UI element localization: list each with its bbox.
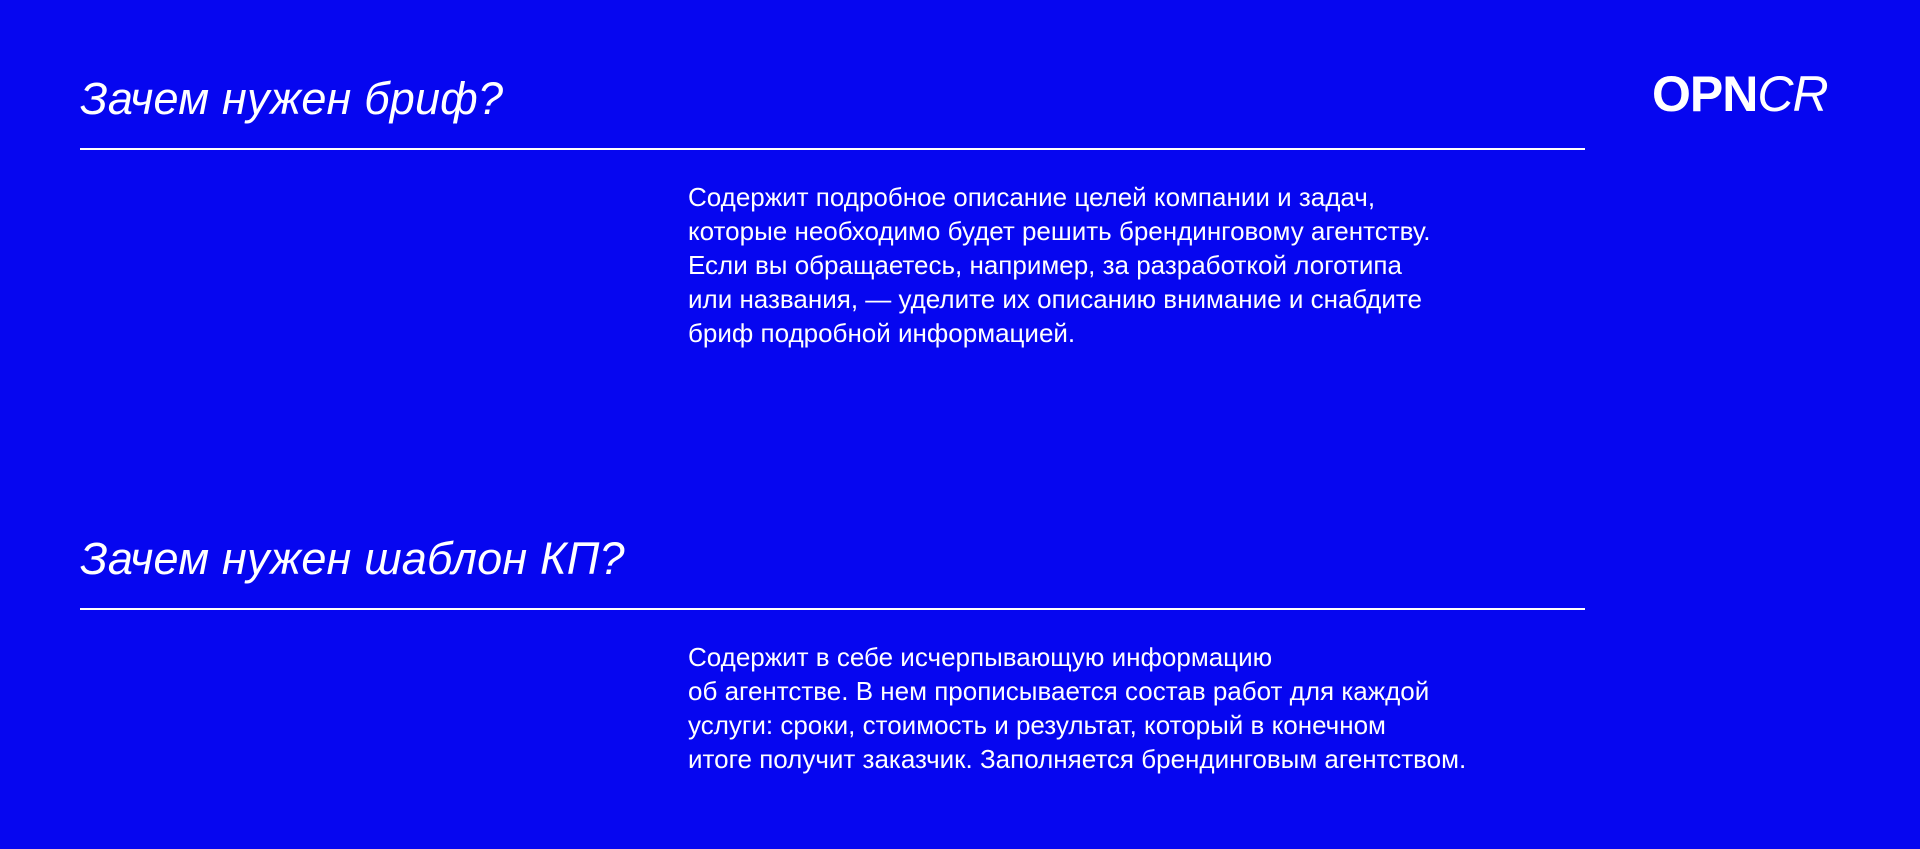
section-title: Зачем нужен шаблон КП? bbox=[80, 533, 625, 584]
section-title: Зачем нужен бриф? bbox=[80, 73, 504, 124]
description-line: Если вы обращаетесь, например, за разработкой логотипа bbox=[688, 250, 1402, 280]
logo-italic-part: CR bbox=[1757, 66, 1828, 122]
section-description bbox=[688, 180, 1588, 350]
description-line: об агентстве. В нем прописывается состав работ для каждой bbox=[688, 676, 1430, 706]
description-line: бриф подробной информацией. bbox=[688, 318, 1076, 348]
brief-section bbox=[80, 70, 1585, 348]
description-line: или названия, — уделите их описанию внимание и снабдите bbox=[688, 284, 1422, 314]
logo-bold-part: OPN bbox=[1652, 66, 1758, 122]
section-divider bbox=[80, 608, 1585, 610]
description-line: которые необходимо будет решить брендинговому агентству. bbox=[688, 216, 1431, 246]
description-line: итоге получит заказчик. Заполняется брендинговым агентством. bbox=[688, 744, 1467, 774]
brand-logo[interactable] bbox=[1652, 66, 1828, 122]
description-line: Содержит подробное описание целей компании и задач, bbox=[688, 182, 1376, 212]
description-line: Содержит в себе исчерпывающую информацию bbox=[688, 642, 1273, 672]
proposal-template-section bbox=[80, 530, 1585, 774]
section-description bbox=[688, 640, 1588, 776]
section-divider bbox=[80, 148, 1585, 150]
description-line: услуги: сроки, стоимость и результат, который в конечном bbox=[688, 710, 1386, 740]
